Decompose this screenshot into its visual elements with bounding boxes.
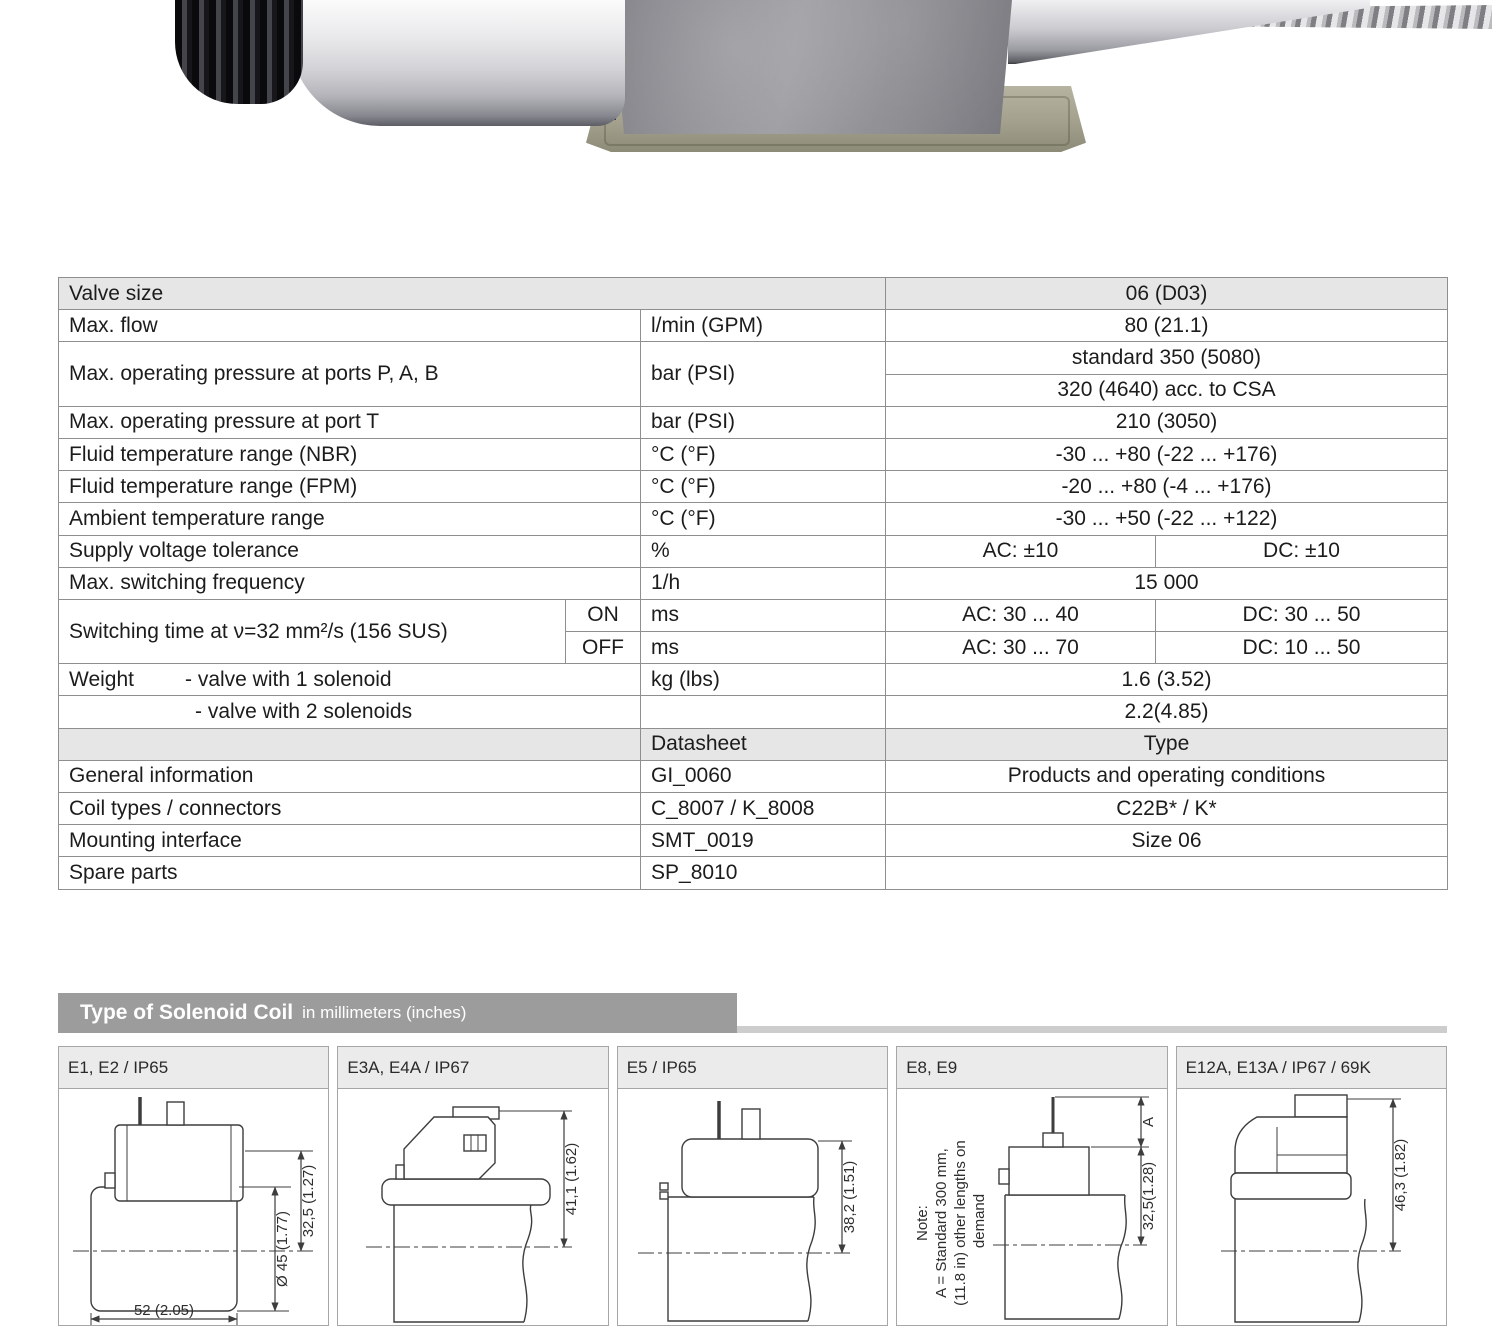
coil-panel-label: E12A, E13A / IP67 / 69K — [1177, 1047, 1446, 1089]
coil-diagram-e1-e2 — [59, 1089, 328, 1325]
fluid-temp-nbr-value: -30 ... +80 (-22 ... +176) — [886, 439, 1448, 471]
coil-note: Note: A = Standard 300 mm, (11.8 in) other lengths on demand — [914, 1140, 989, 1306]
spare-parts-datasheet: SP_8010 — [641, 857, 886, 889]
coil-panel-e5 — [617, 1046, 888, 1326]
weight-2-value: 2.2(4.85) — [886, 696, 1448, 728]
dim-height: 41,1 (1.62) — [563, 1142, 581, 1216]
coil-diagram-e3a-e4a — [338, 1089, 607, 1325]
section-subtitle: in millimeters (inches) — [302, 1003, 467, 1022]
weight-1-label — [59, 664, 641, 696]
switching-time-label: Switching time at ν=32 mm²/s (156 SUS) — [59, 600, 566, 664]
dim-height: 38,2 (1.51) — [840, 1160, 858, 1234]
spare-parts-type — [886, 857, 1448, 889]
doc-header-type: Type — [886, 729, 1448, 761]
photo-knurled-nut-left — [175, 0, 303, 104]
max-flow-unit: l/min (GPM) — [641, 310, 886, 342]
coil-panel-e8-e9 — [896, 1046, 1167, 1326]
fluid-temp-fpm-label: Fluid temperature range (FPM) — [59, 471, 641, 503]
switching-freq-label: Max. switching frequency — [59, 568, 641, 600]
doc-header-datasheet: Datasheet — [641, 729, 886, 761]
weight-head: Weight — [69, 667, 134, 691]
fluid-temp-fpm-value: -20 ... +80 (-4 ... +176) — [886, 471, 1448, 503]
fluid-temp-nbr-label: Fluid temperature range (NBR) — [59, 439, 641, 471]
switching-time-on-ac: AC: 30 ... 40 — [886, 600, 1156, 632]
section-header-band — [58, 993, 737, 1033]
spare-parts-label: Spare parts — [59, 857, 641, 889]
section-title: Type of Solenoid Coil — [80, 1001, 294, 1024]
weight-1-value: 1.6 (3.52) — [886, 664, 1448, 696]
pressure-pab-unit: bar (PSI) — [641, 342, 886, 406]
mounting-datasheet: SMT_0019 — [641, 825, 886, 857]
spec-table — [58, 277, 1448, 890]
weight-2-unit — [641, 696, 886, 728]
doc-header-empty — [59, 729, 641, 761]
coil-panel-e12a-e13a — [1176, 1046, 1447, 1326]
weight-2-label: - valve with 2 solenoids — [59, 696, 641, 728]
valve-size-label: Valve size — [59, 278, 886, 310]
coil-panels — [58, 1046, 1447, 1326]
weight-1-unit: kg (lbs) — [641, 664, 886, 696]
valve-size-value: 06 (D03) — [886, 278, 1448, 310]
general-info-label: General information — [59, 761, 641, 793]
coil-panel-label: E3A, E4A / IP67 — [338, 1047, 607, 1089]
ambient-temp-label: Ambient temperature range — [59, 503, 641, 535]
max-flow-value: 80 (21.1) — [886, 310, 1448, 342]
pressure-t-value: 210 (3050) — [886, 407, 1448, 439]
pressure-pab-value-csa: 320 (4640) acc. to CSA — [886, 375, 1448, 407]
dim-height: 46,3 (1.82) — [1391, 1138, 1409, 1212]
coil-types-label: Coil types / connectors — [59, 793, 641, 825]
dim-diameter: Ø 45 (1.77) — [274, 1211, 291, 1287]
switching-time-on-dc: DC: 30 ... 50 — [1156, 600, 1448, 632]
coil-panel-e3a-e4a — [337, 1046, 608, 1326]
coil-types-type: C22B* / K* — [886, 793, 1448, 825]
ambient-temp-value: -30 ... +50 (-22 ... +122) — [886, 503, 1448, 535]
switching-freq-value: 15 000 — [886, 568, 1448, 600]
switching-time-on: ON — [566, 600, 641, 632]
max-flow-label: Max. flow — [59, 310, 641, 342]
pressure-pab-label: Max. operating pressure at ports P, A, B — [59, 342, 641, 406]
weight-1-text: - valve with 1 solenoid — [185, 667, 392, 691]
product-photo — [0, 0, 1500, 170]
supply-voltage-ac: AC: ±10 — [886, 536, 1156, 568]
pressure-t-unit: bar (PSI) — [641, 407, 886, 439]
dim-height: 32,5(1.28) — [1140, 1161, 1158, 1231]
coil-types-datasheet: C_8007 / K_8008 — [641, 793, 886, 825]
switching-freq-unit: 1/h — [641, 568, 886, 600]
photo-solenoid-tube-right — [1008, 0, 1370, 64]
switching-time-off: OFF — [566, 632, 641, 664]
mounting-type: Size 06 — [886, 825, 1448, 857]
coil-panel-label: E1, E2 / IP65 — [59, 1047, 328, 1089]
coil-panel-label: E5 / IP65 — [618, 1047, 887, 1089]
ambient-temp-unit: °C (°F) — [641, 503, 886, 535]
pressure-t-label: Max. operating pressure at port T — [59, 407, 641, 439]
coil-diagram-e12a-e13a — [1177, 1089, 1446, 1325]
supply-voltage-label: Supply voltage tolerance — [59, 536, 641, 568]
general-info-type: Products and operating conditions — [886, 761, 1448, 793]
dim-width: 52 (2.05) — [133, 1302, 195, 1319]
section-header-rule — [737, 1026, 1447, 1033]
switching-time-off-unit: ms — [641, 632, 886, 664]
coil-diagram-e8-e9 — [897, 1089, 1166, 1325]
supply-voltage-unit: % — [641, 536, 886, 568]
coil-panel-label: E8, E9 — [897, 1047, 1166, 1089]
pressure-pab-value-standard: standard 350 (5080) — [886, 342, 1448, 374]
fluid-temp-fpm-unit: °C (°F) — [641, 471, 886, 503]
switching-time-on-unit: ms — [641, 600, 886, 632]
coil-diagram-e5 — [618, 1089, 887, 1325]
switching-time-off-dc: DC: 10 ... 50 — [1156, 632, 1448, 664]
mounting-label: Mounting interface — [59, 825, 641, 857]
coil-panel-e1-e2 — [58, 1046, 329, 1326]
general-info-datasheet: GI_0060 — [641, 761, 886, 793]
dim-cable: A — [1140, 1116, 1158, 1128]
switching-time-off-ac: AC: 30 ... 70 — [886, 632, 1156, 664]
supply-voltage-dc: DC: ±10 — [1156, 536, 1448, 568]
dim-height: 32,5 (1.27) — [300, 1164, 317, 1238]
photo-valve-body — [612, 0, 1012, 134]
fluid-temp-nbr-unit: °C (°F) — [641, 439, 886, 471]
photo-solenoid-tube-left — [290, 0, 625, 126]
